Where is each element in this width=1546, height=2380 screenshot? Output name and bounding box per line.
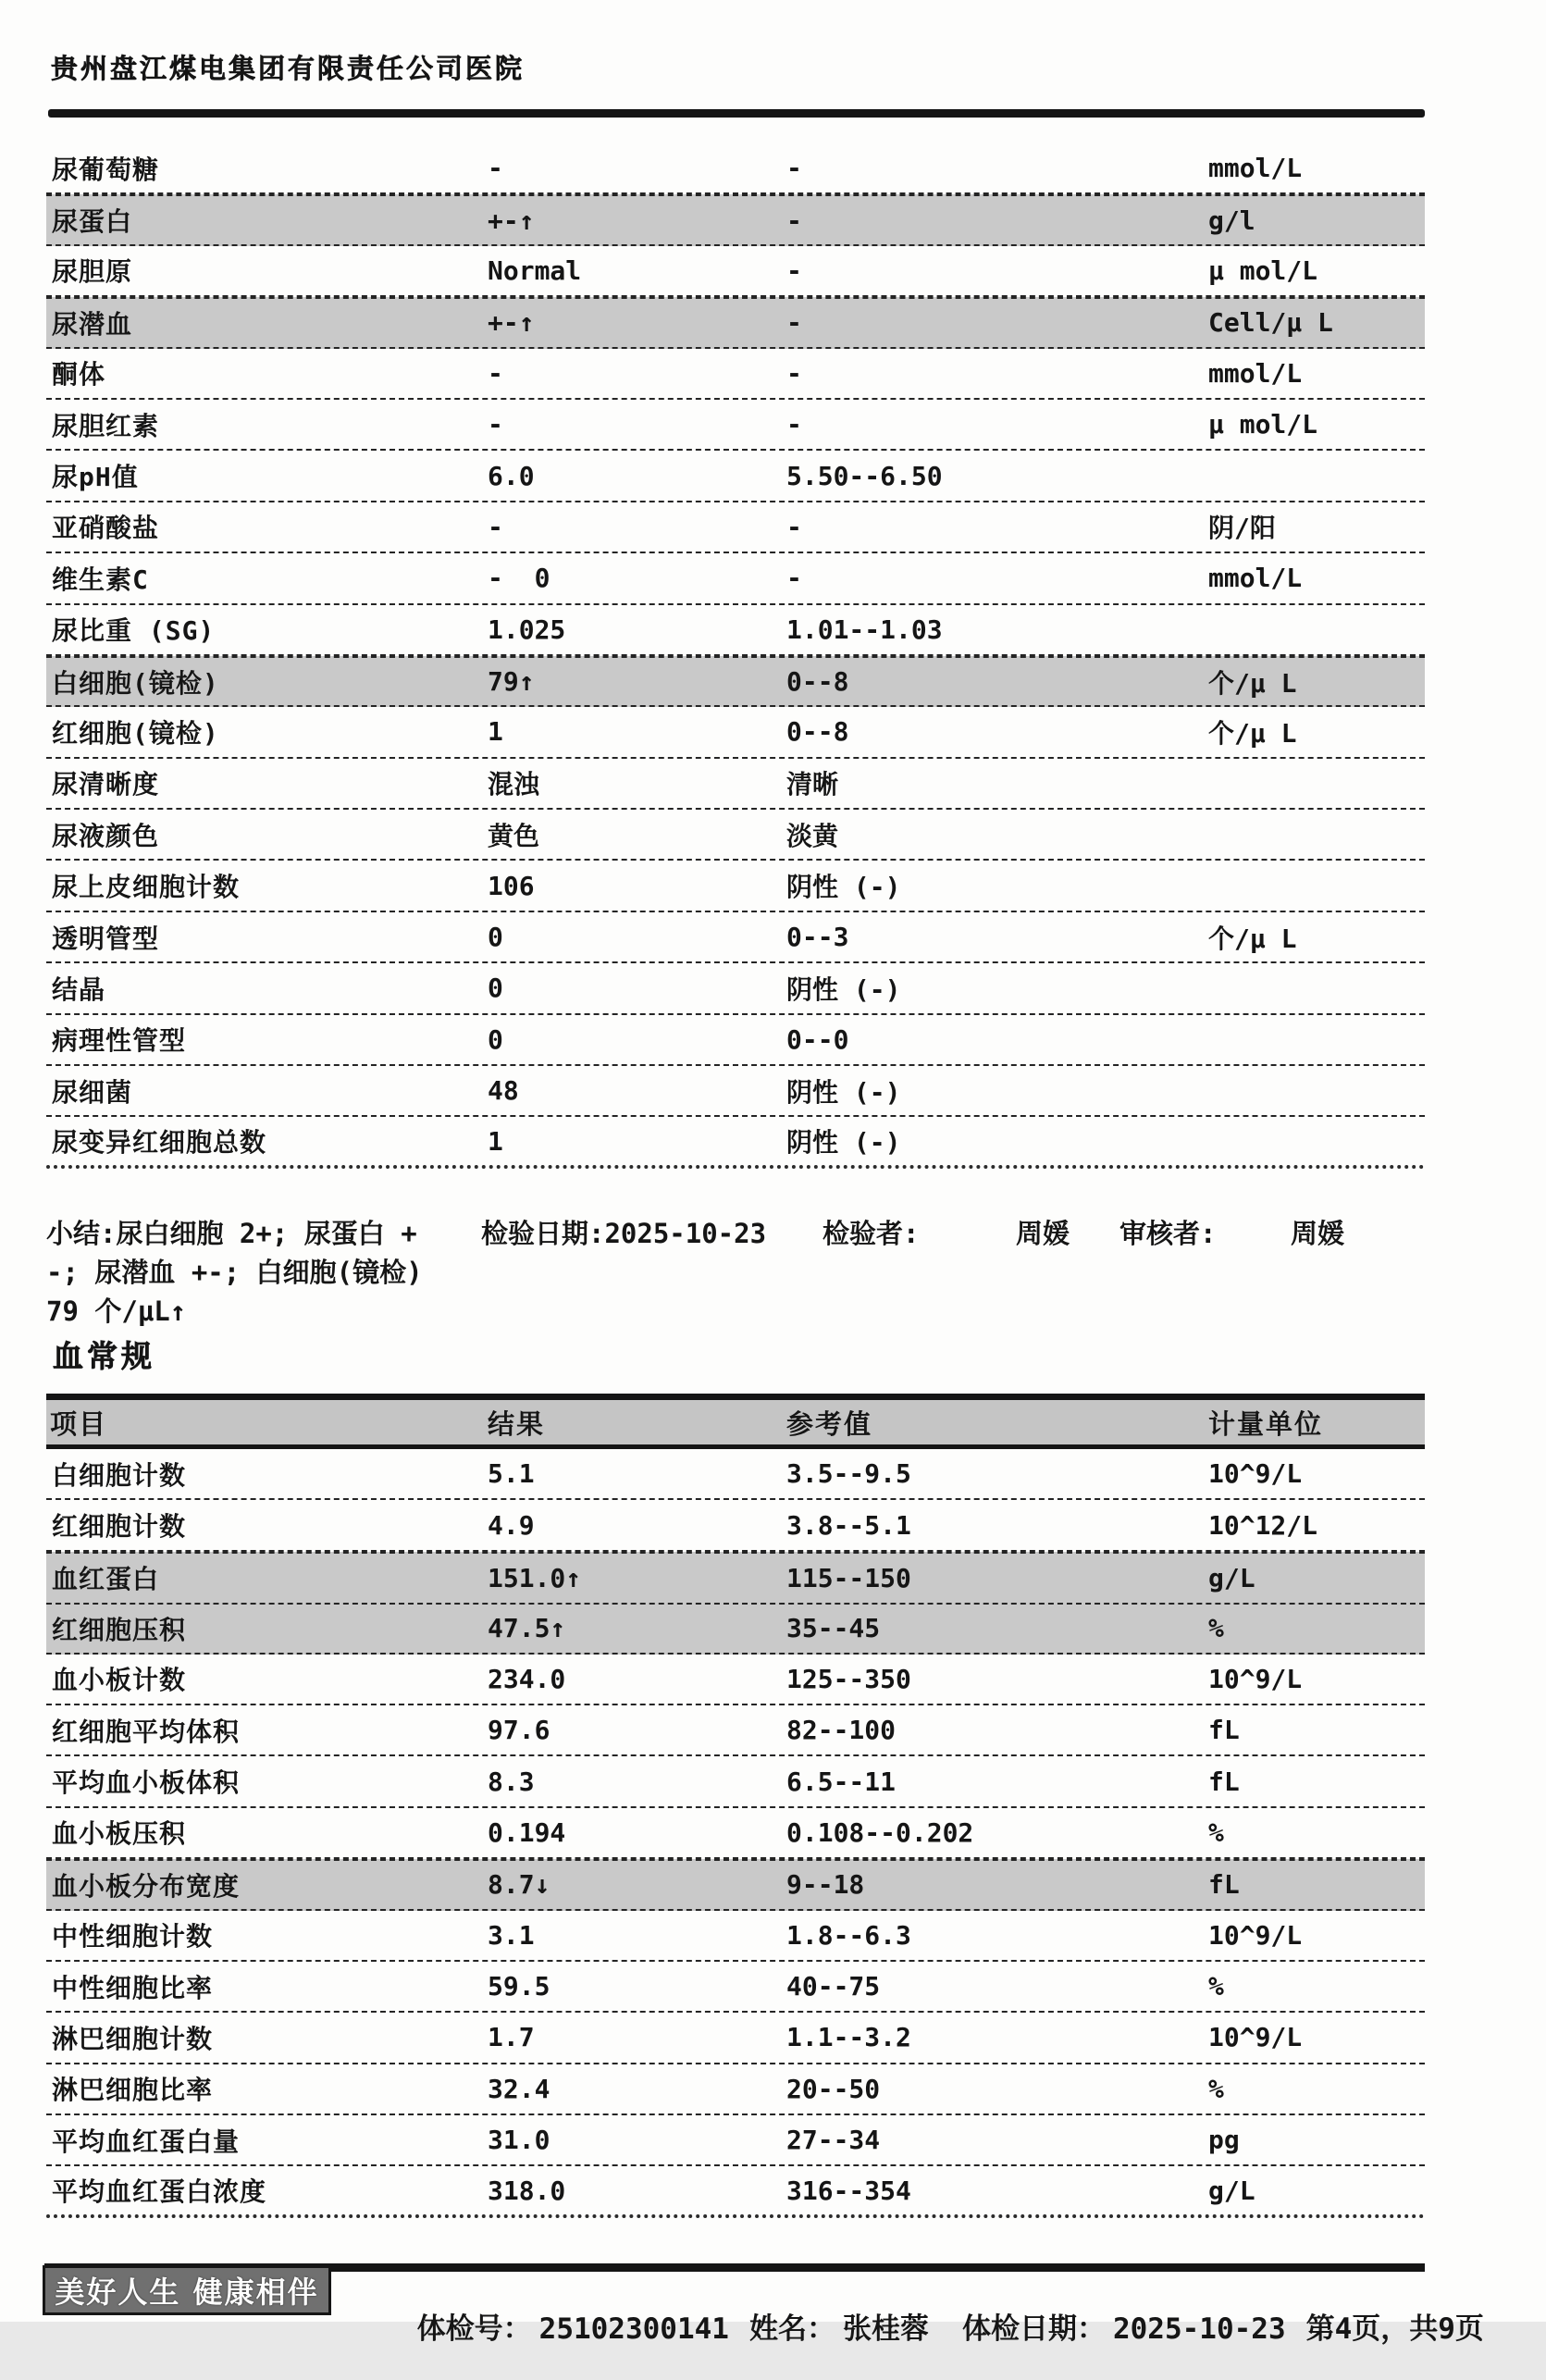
table-row [46, 1962, 1425, 2013]
item-name-cell: 红细胞平均体积 [52, 1716, 241, 1747]
reference-cell: 316--354 [786, 2175, 911, 2206]
table-row [46, 349, 1425, 400]
exam-date-value: 2025-10-23 [604, 1218, 767, 1249]
exam-no-label: 体检号： [416, 2312, 532, 2346]
examiner-name: 周媛 [1016, 1218, 1070, 1249]
examiner-label: 检验者: [822, 1218, 920, 1249]
table-row [46, 1449, 1425, 1500]
reference-cell: 阴性 (-) [786, 1127, 901, 1159]
item-name-cell: 淋巴细胞比率 [52, 2075, 214, 2106]
reference-cell: - [786, 563, 802, 594]
unit-cell: 10^9/L [1208, 1458, 1303, 1490]
unit-cell: % [1208, 1971, 1224, 2002]
result-cell: 8.3 [488, 1766, 535, 1797]
reference-cell: 0.108--0.202 [786, 1816, 974, 1848]
table-row [46, 707, 1425, 758]
item-name-cell: 尿pH值 [52, 462, 139, 493]
result-cell: 1.7 [488, 2022, 535, 2053]
result-cell: 318.0 [488, 2175, 566, 2206]
result-cell: 48 [488, 1075, 519, 1107]
table-row [46, 2013, 1425, 2064]
reference-cell: 淡黄 [786, 820, 839, 851]
result-cell: 59.5 [488, 1971, 550, 2002]
result-cell: 3.1 [488, 1919, 535, 1951]
unit-cell: fL [1208, 1869, 1240, 1901]
item-name-cell: 维生素C [52, 564, 149, 595]
result-cell: 0 [488, 973, 503, 1004]
item-name-cell: 尿葡萄糖 [52, 154, 160, 185]
result-cell: 8.7↓ [488, 1869, 550, 1901]
col-header-unit: 计量单位 [1208, 1407, 1324, 1440]
reference-cell: - [786, 307, 802, 339]
result-cell: 79↑ [488, 666, 535, 698]
table-row [46, 1808, 1425, 1859]
hospital-name: 贵州盘江煤电集团有限责任公司医院 [51, 53, 526, 84]
unit-cell: fL [1208, 1715, 1240, 1746]
unit-cell: g/L [1208, 1562, 1255, 1593]
reference-cell: 9--18 [786, 1869, 865, 1901]
col-header-item: 项目 [50, 1407, 108, 1440]
reference-cell: - [786, 357, 802, 389]
reference-cell: 1.8--6.3 [786, 1919, 911, 1951]
result-cell: Normal [488, 254, 582, 286]
item-name-cell: 红细胞(镜检) [52, 717, 219, 749]
footer-info [348, 2272, 1484, 2380]
unit-cell: mmol/L [1208, 563, 1303, 594]
blood-table-header [46, 1394, 1425, 1449]
result-cell: 234.0 [488, 1663, 566, 1694]
result-cell: 1 [488, 716, 503, 748]
exam-date-value-footer: 2025-10-23 [1112, 2312, 1286, 2346]
page-indicator: 第4页，共9页 [1305, 2312, 1484, 2346]
reference-cell: - [786, 254, 802, 286]
result-cell: 151.0↑ [488, 1562, 582, 1593]
table-row [46, 1859, 1425, 1910]
reference-cell: 82--100 [786, 1715, 897, 1746]
unit-cell: 10^9/L [1208, 1663, 1303, 1694]
unit-cell: mmol/L [1208, 357, 1303, 389]
reference-cell: 40--75 [786, 1971, 881, 2002]
reference-cell: 1.01--1.03 [786, 614, 943, 645]
unit-cell: mmol/L [1208, 153, 1303, 184]
item-name-cell: 尿蛋白 [52, 206, 133, 238]
item-name-cell: 血小板分布宽度 [52, 1870, 241, 1902]
result-cell: 4.9 [488, 1509, 535, 1541]
unit-cell: g/l [1208, 205, 1255, 236]
unit-cell: μ mol/L [1208, 409, 1318, 440]
result-cell: 0 [488, 1023, 503, 1055]
item-name-cell: 尿比重 (SG) [52, 615, 216, 647]
reference-cell: 35--45 [786, 1613, 881, 1644]
reference-cell: 清晰 [786, 769, 839, 800]
item-name-cell: 白细胞计数 [52, 1459, 187, 1491]
item-name-cell: 血小板计数 [52, 1665, 187, 1696]
item-name-cell: 病理性管型 [52, 1025, 187, 1057]
col-header-reference: 参考值 [786, 1407, 873, 1440]
table-row [46, 451, 1425, 502]
item-name-cell: 结晶 [52, 973, 106, 1005]
col-header-result: 结果 [488, 1407, 546, 1440]
table-row [46, 1603, 1425, 1654]
table-row [46, 810, 1425, 861]
table-row [46, 246, 1425, 297]
unit-cell: 10^9/L [1208, 1919, 1303, 1951]
result-cell: 混浊 [488, 769, 540, 800]
table-row [46, 2115, 1425, 2166]
unit-cell: pg [1208, 2125, 1240, 2156]
item-name-cell: 中性细胞比率 [52, 1972, 214, 2003]
table-row [46, 194, 1425, 245]
item-name-cell: 红细胞压积 [52, 1614, 187, 1645]
table-row [46, 2166, 1425, 2217]
footer-slogan-badge: 美好人生 健康相伴 [43, 2265, 331, 2315]
item-name-cell: 尿细菌 [52, 1076, 133, 1108]
result-cell: 0.194 [488, 1816, 566, 1848]
table-row [46, 1705, 1425, 1756]
reference-cell: 0--0 [786, 1023, 849, 1055]
patient-name-value: 张桂蓉 [842, 2312, 929, 2346]
exam-date-label-footer: 体检日期： [961, 2312, 1106, 2346]
table-row [46, 759, 1425, 810]
summary-text [46, 1214, 472, 1331]
unit-cell: 10^9/L [1208, 2022, 1303, 2053]
table-row [46, 1756, 1425, 1807]
patient-name-label: 姓名： [748, 2312, 835, 2346]
reference-cell: - [786, 205, 802, 236]
result-cell: +-↑ [488, 307, 535, 339]
item-name-cell: 尿胆红素 [52, 410, 160, 441]
table-row [46, 1066, 1425, 1117]
exam-no-value: 25102300141 [538, 2312, 729, 2346]
result-cell: 1.025 [488, 614, 566, 645]
item-name-cell: 中性细胞计数 [52, 1921, 214, 1952]
unit-cell: 个/μ L [1208, 667, 1297, 699]
reference-cell: 6.5--11 [786, 1766, 897, 1797]
item-name-cell: 平均血小板体积 [52, 1767, 241, 1799]
table-row [46, 1117, 1425, 1168]
reviewer-label: 审核者: [1119, 1218, 1217, 1249]
reference-cell: 阴性 (-) [786, 973, 901, 1005]
unit-cell: Cell/μ L [1208, 307, 1333, 339]
item-name-cell: 平均血红蛋白量 [52, 2126, 241, 2157]
urine-table [46, 143, 1425, 1169]
item-name-cell: 淋巴细胞计数 [52, 2023, 214, 2054]
reference-cell: 125--350 [786, 1663, 911, 1694]
blood-table-rows [46, 1449, 1425, 2218]
urine-summary [46, 1214, 1425, 1334]
table-row [46, 861, 1425, 911]
table-row [46, 1552, 1425, 1603]
reference-cell: 1.1--3.2 [786, 2022, 911, 2053]
table-row [46, 553, 1425, 604]
item-name-cell: 透明管型 [52, 923, 160, 954]
unit-cell: fL [1208, 1766, 1240, 1797]
item-name-cell: 酮体 [52, 359, 106, 390]
result-cell: 6.0 [488, 460, 535, 491]
table-row [46, 656, 1425, 707]
exam-date-label: 检验日期: [481, 1218, 605, 1249]
result-cell: - [488, 511, 503, 542]
summary-line: 79 个/μL↑ [46, 1295, 187, 1327]
result-cell: 106 [488, 870, 535, 901]
unit-cell: g/L [1208, 2175, 1255, 2206]
result-cell: - [488, 409, 503, 440]
table-row [46, 143, 1425, 194]
item-name-cell: 白细胞(镜检) [52, 667, 219, 699]
result-cell: +-↑ [488, 205, 535, 236]
reference-cell: 5.50--6.50 [786, 460, 943, 491]
reference-cell: 20--50 [786, 2073, 881, 2104]
table-row [46, 963, 1425, 1014]
item-name-cell: 尿上皮细胞计数 [52, 872, 241, 903]
unit-cell: % [1208, 1816, 1224, 1848]
reference-cell: 27--34 [786, 2125, 881, 2156]
result-cell: - 0 [488, 563, 550, 594]
unit-cell: % [1208, 1613, 1224, 1644]
table-row [46, 400, 1425, 451]
reference-cell: - [786, 409, 802, 440]
item-name-cell: 尿清晰度 [52, 769, 160, 800]
item-name-cell: 尿潜血 [52, 308, 133, 340]
table-row [46, 1655, 1425, 1705]
result-cell: 黄色 [488, 820, 540, 851]
item-name-cell: 平均血红蛋白浓度 [52, 2176, 267, 2208]
blood-section-title: 血常规 [53, 1338, 155, 1374]
table-row [46, 1911, 1425, 1962]
reference-cell: 阴性 (-) [786, 1076, 901, 1108]
item-name-cell: 尿变异红细胞总数 [52, 1127, 267, 1159]
item-name-cell: 亚硝酸盐 [52, 513, 160, 544]
result-cell: 32.4 [488, 2073, 550, 2104]
unit-cell: 个/μ L [1208, 923, 1297, 954]
item-name-cell: 尿液颜色 [52, 820, 160, 851]
table-row [46, 605, 1425, 656]
reference-cell: - [786, 153, 802, 184]
reference-cell: 3.8--5.1 [786, 1509, 911, 1541]
table-row [46, 502, 1425, 553]
table-row [46, 1500, 1425, 1551]
reference-cell: 0--8 [786, 666, 849, 698]
result-cell: 31.0 [488, 2125, 550, 2156]
reviewer-name: 周媛 [1291, 1218, 1345, 1249]
summary-line: -; 尿潜血 +-; 白细胞(镜检) [46, 1257, 423, 1288]
unit-cell: 阴/阳 [1208, 513, 1276, 544]
result-cell: 97.6 [488, 1715, 550, 1746]
result-cell: - [488, 357, 503, 389]
result-cell: 47.5↑ [488, 1613, 566, 1644]
unit-cell: 10^12/L [1208, 1509, 1318, 1541]
blood-table [46, 1394, 1425, 2218]
exam-date [481, 1214, 766, 1253]
reference-cell: 阴性 (-) [786, 872, 901, 903]
table-row [46, 1015, 1425, 1066]
reference-cell: 0--3 [786, 922, 849, 953]
result-cell: 5.1 [488, 1458, 535, 1490]
result-cell: 1 [488, 1125, 503, 1157]
unit-cell: % [1208, 2073, 1224, 2104]
item-name-cell: 血红蛋白 [52, 1564, 160, 1595]
table-row [46, 297, 1425, 348]
reference-cell: - [786, 511, 802, 542]
table-row [46, 2064, 1425, 2115]
item-name-cell: 尿胆原 [52, 256, 133, 288]
unit-cell: μ mol/L [1208, 254, 1318, 286]
reference-cell: 0--8 [786, 716, 849, 748]
result-cell: 0 [488, 922, 503, 953]
unit-cell: 个/μ L [1208, 717, 1297, 749]
summary-line: 小结:尿白细胞 2+; 尿蛋白 + [46, 1218, 417, 1249]
reference-cell: 3.5--9.5 [786, 1458, 911, 1490]
item-name-cell: 血小板压积 [52, 1818, 187, 1850]
table-row [46, 912, 1425, 963]
item-name-cell: 红细胞计数 [52, 1511, 187, 1543]
reference-cell: 115--150 [786, 1562, 911, 1593]
result-cell: - [488, 153, 503, 184]
header-rule [48, 109, 1425, 118]
